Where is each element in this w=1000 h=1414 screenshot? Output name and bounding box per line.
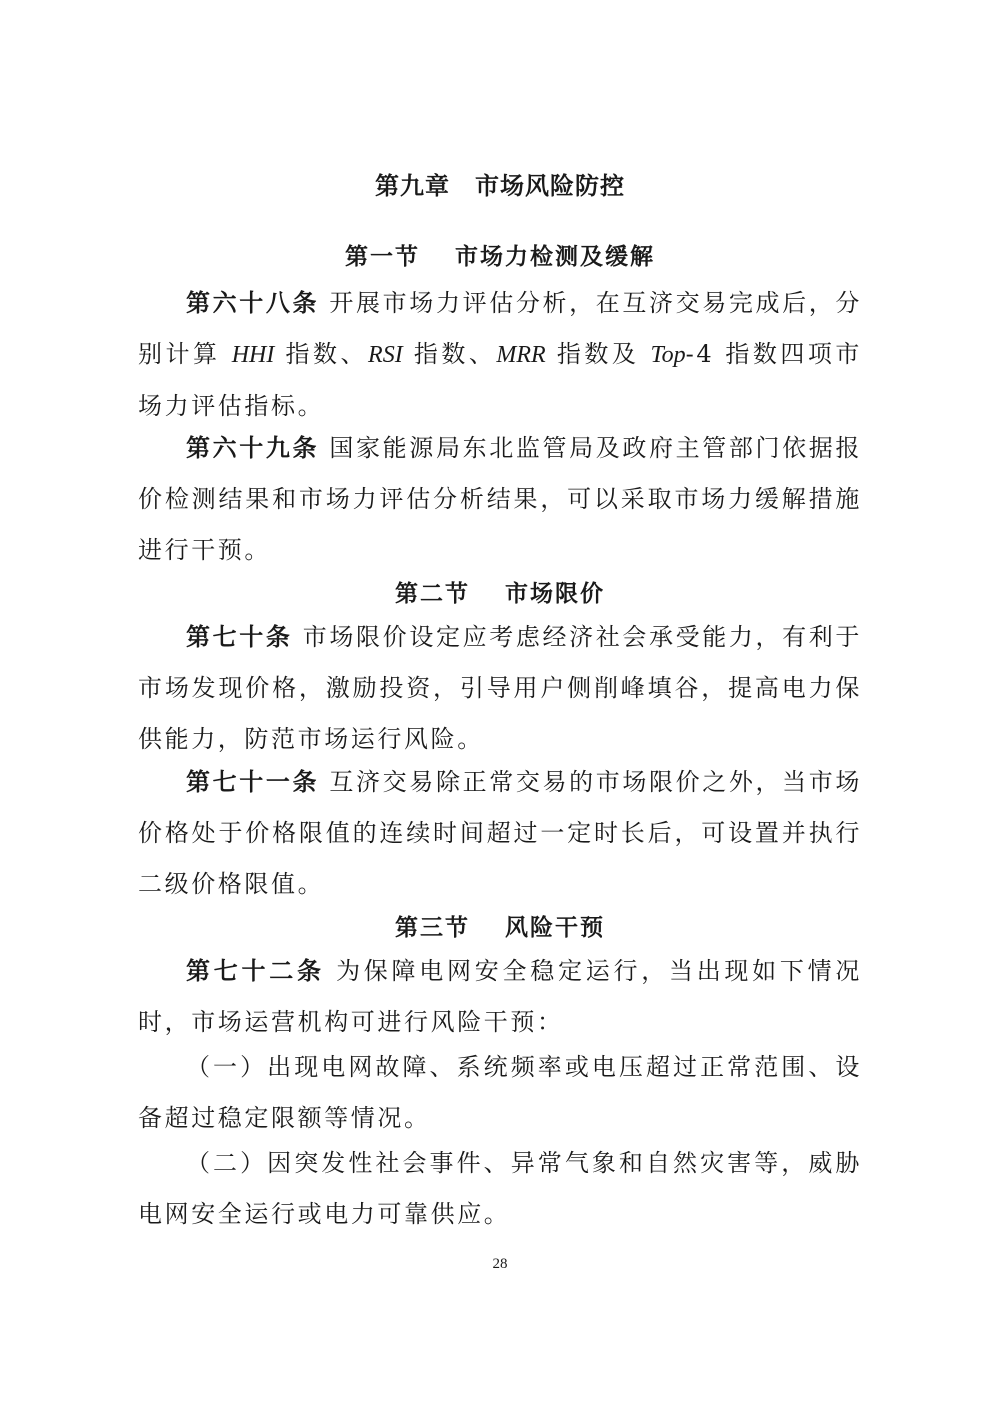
article-72-item-2: （二）因突发性社会事件、异常气象和自然灾害等，威胁电网安全运行或电力可靠供应。 [138,1149,862,1228]
section-title-2: 第二节 市场限价 [394,580,605,607]
article-68 [138,278,862,432]
article-72-label: 第七十二条 [186,957,325,985]
article-69-label: 第六十九条 [186,434,320,462]
article-70-text: 市场限价设定应考虑经济社会承受能力，有利于市场发现价格，激励投资，引导用户侧削峰填谷，提高电力保供能力，防范市场运行风险。 [138,623,863,753]
article-72 [138,946,862,1048]
article-70-label: 第七十条 [186,623,293,651]
article-68-mrr: MRR [496,342,546,368]
article-69 [138,423,862,576]
article-72-text: 为保障电网安全稳定运行，当出现如下情况时，市场运营机构可进行风险干预： [138,957,862,1036]
article-68-text-3: 指数、 [402,340,497,368]
article-70 [138,612,862,765]
article-68-label: 第六十八条 [186,289,320,317]
chapter-title: 第九章 市场风险防控 [375,172,625,200]
section-title-1: 第一节 市场力检测及缓解 [344,243,655,270]
article-68-hhi: HHI [231,342,275,368]
article-68-rsi: RSI [368,342,403,368]
article-68-text-1: 开展市场力评估分析，在互济交易完成后，分别计算 [138,289,862,368]
article-71-label: 第七十一条 [186,768,320,796]
article-71-text: 互济交易除正常交易的市场限价之外，当市场价格处于价格限值的连续时间超过一定时长后，可设置并执行二级价格限值。 [138,768,862,898]
document-page [138,0,862,1414]
section-title-3: 第三节 风险干预 [394,914,605,941]
article-68-text-4: 指数及 [545,340,651,368]
article-72-item-1: （一）出现电网故障、系统频率或电压超过正常范围、设备超过稳定限额等情况。 [138,1053,862,1132]
article-71 [138,757,862,910]
article-68-text-2: 指数、 [274,340,369,368]
page-number: 28 [492,1256,508,1272]
article-69-text: 国家能源局东北监管局及政府主管部门依据报价检测结果和市场力评估分析结果，可以采取市场力缓解措施进行干预。 [138,434,862,564]
article-68-top: Top [650,342,686,368]
article-68-text-5: -4 指数四项市场力评估指标。 [138,340,863,420]
